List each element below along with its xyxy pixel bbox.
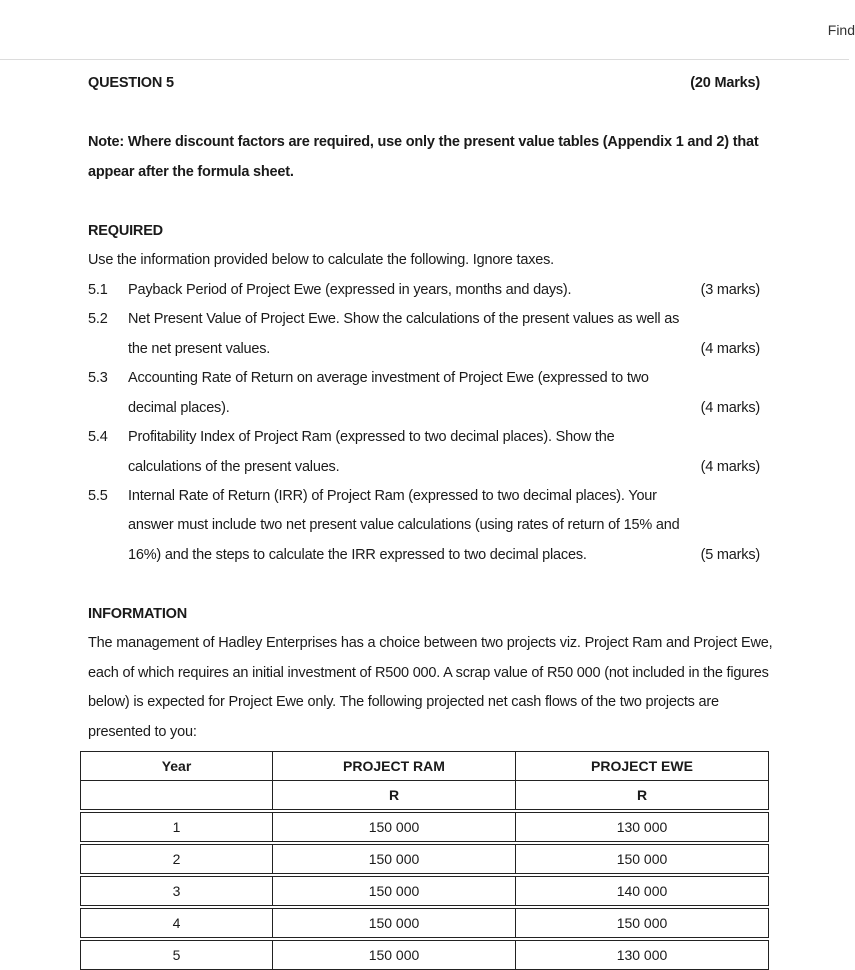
- table-header-row: [81, 752, 769, 781]
- find-button[interactable]: Find: [827, 22, 855, 38]
- item-number: 5.5: [88, 488, 108, 504]
- cell-ewe: 130 000: [516, 941, 769, 970]
- header-project-ewe: PROJECT EWE: [516, 752, 769, 781]
- item-text-line: the net present values.: [128, 341, 271, 357]
- cell-ewe: 140 000: [516, 877, 769, 906]
- item-text-line: Accounting Rate of Return on average investment of Project Ewe (expressed to two: [128, 370, 649, 386]
- unit-project-ewe: R: [516, 781, 769, 810]
- item-text-line: Payback Period of Project Ewe (expressed in years, months and days).: [128, 282, 572, 298]
- cell-ram: 150 000: [273, 909, 516, 938]
- item-number: 5.4: [88, 429, 108, 445]
- item-text-line: decimal places).: [128, 400, 230, 416]
- item-number: 5.1: [88, 282, 108, 298]
- item-marks: (4 marks): [700, 341, 760, 357]
- table-row: [81, 909, 769, 938]
- cell-year: 3: [81, 877, 273, 906]
- cash-flow-table: [80, 751, 769, 970]
- table-row: [81, 941, 769, 970]
- information-heading: INFORMATION: [88, 606, 188, 622]
- item-text-line: Internal Rate of Return (IRR) of Project Ram (expressed to two decimal places). Your: [128, 488, 657, 504]
- required-intro: Use the information provided below to calculate the following. Ignore taxes.: [88, 252, 554, 268]
- cell-year: 5: [81, 941, 273, 970]
- note-line-2: appear after the formula sheet.: [88, 164, 294, 180]
- cell-ram: 150 000: [273, 845, 516, 874]
- item-text-line: 16%) and the steps to calculate the IRR expressed to two decimal places.: [128, 547, 587, 563]
- information-line: each of which requires an initial investment of R500 000. A scrap value of R50 000 (not included in the figures: [88, 665, 769, 681]
- cell-ewe: 150 000: [516, 845, 769, 874]
- header-project-ram: PROJECT RAM: [273, 752, 516, 781]
- cell-year: 1: [81, 813, 273, 842]
- information-line: below) is expected for Project Ewe only. The following projected net cash flows of the two projects are: [88, 694, 719, 710]
- item-marks: (4 marks): [700, 400, 760, 416]
- cell-ewe: 150 000: [516, 909, 769, 938]
- cell-ewe: 130 000: [516, 813, 769, 842]
- question-marks: (20 Marks): [690, 75, 760, 91]
- item-number: 5.2: [88, 311, 108, 327]
- item-text-line: Profitability Index of Project Ram (expressed to two decimal places). Show the: [128, 429, 615, 445]
- information-line: presented to you:: [88, 724, 197, 740]
- header-year: Year: [81, 752, 273, 781]
- cell-year: 4: [81, 909, 273, 938]
- information-line: The management of Hadley Enterprises has a choice between two projects viz. Project Ram and Project Ewe,: [88, 635, 773, 651]
- table-row: [81, 813, 769, 842]
- unit-project-ram: R: [273, 781, 516, 810]
- item-marks: (3 marks): [700, 282, 760, 298]
- table-units-row: [81, 781, 769, 810]
- question-title: QUESTION 5: [88, 75, 174, 91]
- table-row: [81, 845, 769, 874]
- table-row: [81, 877, 769, 906]
- item-text-line: calculations of the present values.: [128, 459, 340, 475]
- unit-year: [81, 781, 273, 810]
- item-number: 5.3: [88, 370, 108, 386]
- cell-ram: 150 000: [273, 941, 516, 970]
- cell-ram: 150 000: [273, 877, 516, 906]
- cell-year: 2: [81, 845, 273, 874]
- required-heading: REQUIRED: [88, 223, 163, 239]
- cell-ram: 150 000: [273, 813, 516, 842]
- note-line-1: Note: Where discount factors are required, use only the present value tables (Appendix 1 and 2) that: [88, 134, 759, 150]
- item-marks: (4 marks): [700, 459, 760, 475]
- item-text-line: answer must include two net present value calculations (using rates of return of 15% and: [128, 517, 680, 533]
- item-marks: (5 marks): [700, 547, 760, 563]
- item-text-line: Net Present Value of Project Ewe. Show the calculations of the present values as well as: [128, 311, 680, 327]
